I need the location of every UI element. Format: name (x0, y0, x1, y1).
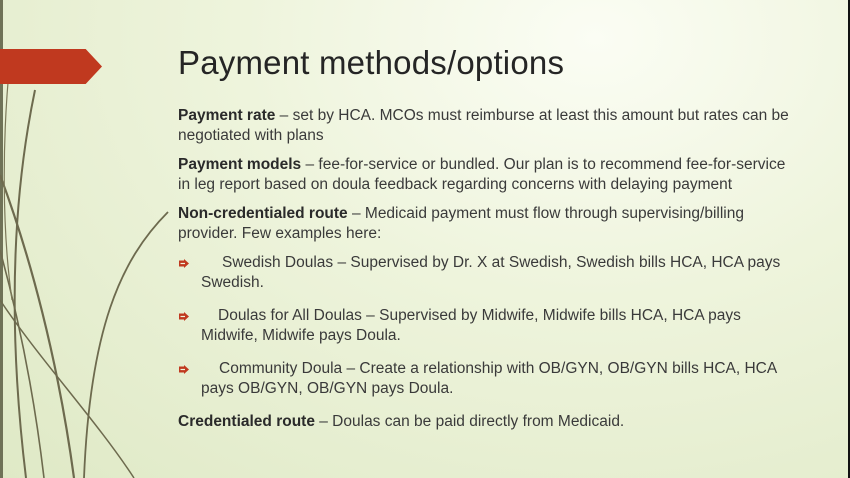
bullet-text: Doulas for All Doulas – Supervised by Midwife, Midwife bills HCA, HCA pays Midwife, Midwife pays Doula. (201, 307, 741, 344)
slide-title: Payment methods/options (178, 44, 565, 81)
non-credentialed-paragraph (178, 204, 798, 244)
list-item (178, 359, 798, 399)
bullet-text: Swedish Doulas – Supervised by Dr. X at Swedish, Swedish bills HCA, HCA pays Swedish. (201, 254, 781, 291)
payment-models-label: Payment models (178, 156, 302, 173)
payment-models-text: – fee-for-service or bundled. Our plan is to recommend fee-for-service in leg report based on doula feedback regarding concerns with delaying payment (178, 156, 786, 193)
list-item (178, 253, 798, 293)
example-bullet-list (178, 253, 798, 399)
payment-models-paragraph (178, 155, 798, 195)
arrow-bullet-icon (179, 312, 189, 321)
bullet-text: Community Doula – Create a relationship with OB/GYN, OB/GYN bills HCA, HCA pays OB/GYN, OB/GYN pays Doula. (201, 360, 777, 397)
slide-body (178, 106, 798, 441)
credentialed-paragraph (178, 412, 798, 432)
payment-rate-label: Payment rate (178, 107, 276, 124)
arrow-bullet-icon (179, 365, 189, 374)
credentialed-text: – Doulas can be paid directly from Medicaid. (314, 413, 625, 430)
non-credentialed-label: Non-credentialed route (178, 205, 348, 222)
credentialed-label: Credentialed route (178, 413, 315, 430)
list-item (178, 306, 798, 346)
arrow-bullet-icon (179, 259, 189, 268)
title-accent-arrow (0, 49, 102, 84)
non-credentialed-text: – Medicaid payment must flow through supervising/billing provider. Few examples here: (178, 205, 744, 242)
payment-rate-text: – set by HCA. MCOs must reimburse at least this amount but rates can be negotiated with plans (178, 107, 789, 144)
payment-rate-paragraph (178, 106, 798, 146)
